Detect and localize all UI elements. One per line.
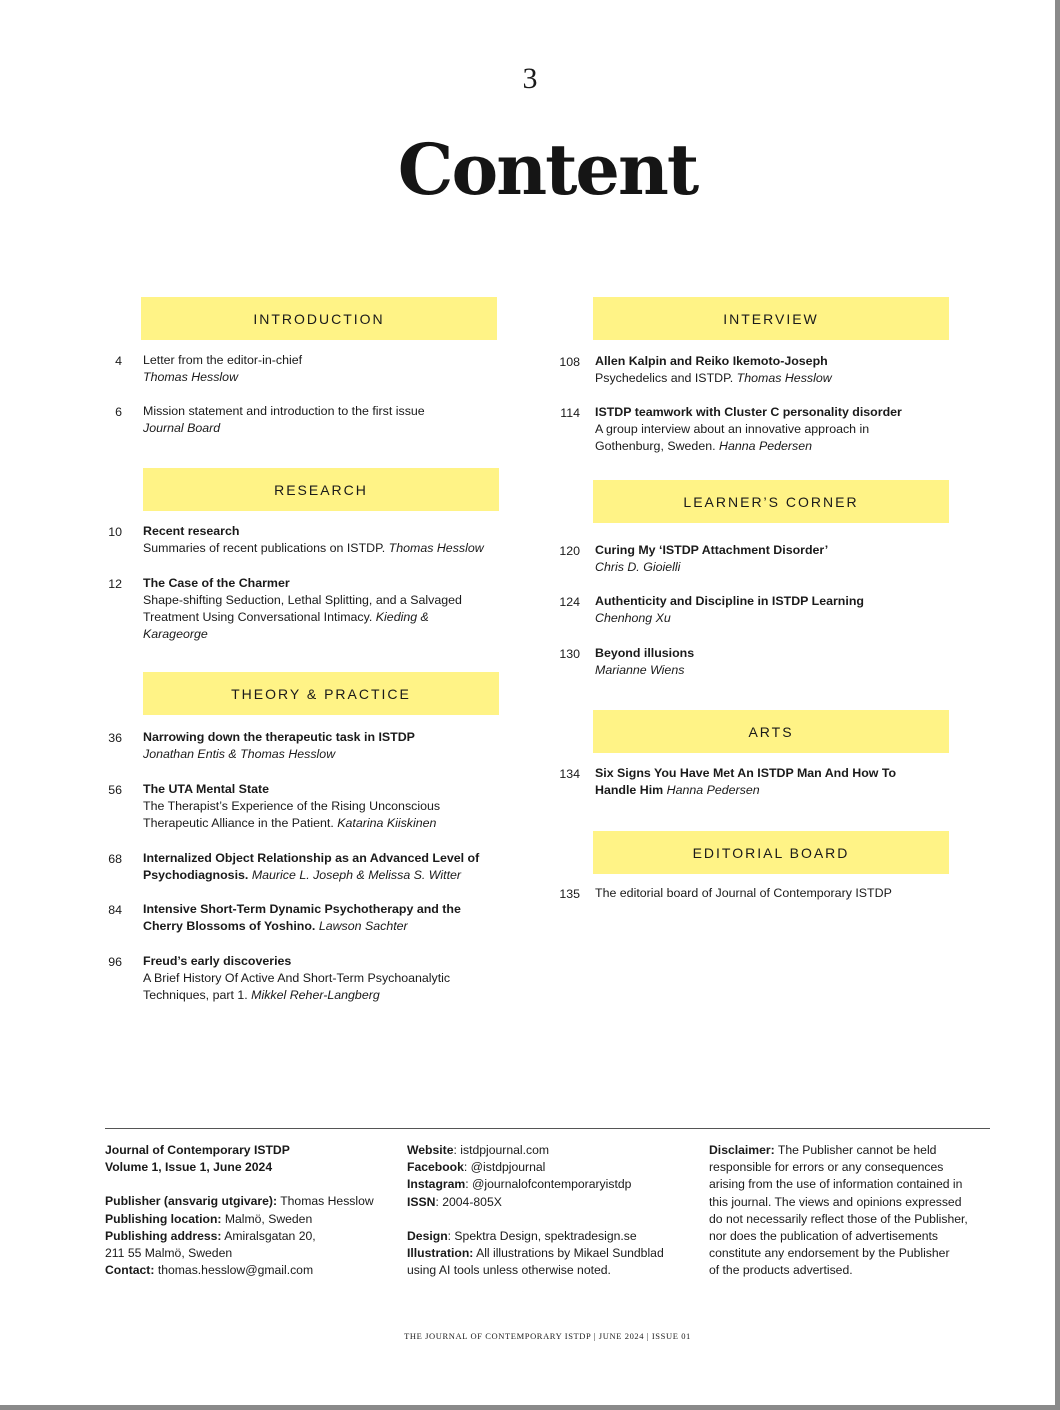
journal-name: Journal of Contemporary ISTDP	[105, 1143, 290, 1157]
entry-title: Handle Him	[595, 783, 664, 797]
entry-page-number: 108	[559, 355, 580, 369]
colophon-links: Website: istdpjournal.com Facebook: @istdpjournal Instagram: @journalofcontemporaryistdp ISSN: 2004-805X Design: Spektra Design, spektradesign.se Illustration: All illustrations by Mikael Sundblad using AI tools unless otherwise noted.	[407, 1142, 702, 1279]
entry-description: The Therapist’s Experience of the Rising Unconscious	[143, 799, 441, 813]
facebook-link[interactable]: : @istdpjournal	[463, 1160, 546, 1175]
entry-page-number: 134	[559, 767, 580, 781]
publisher-name: Thomas Hesslow	[280, 1194, 374, 1209]
entry-title: Recent research	[143, 524, 240, 538]
colophon-disclaimer: Disclaimer: The Publisher cannot be held responsible for errors or any consequences arising from the use of information contained in this journal. The views and opinions expressed do not necessarily reflect those of the Publisher, nor does the publication of advertisements constitute any endorsement by the Publisher of the products advertised.	[709, 1142, 999, 1280]
disclaimer-text: of the products advertised.	[709, 1263, 853, 1278]
entry-description: A Brief History Of Active And Short-Term Psychoanalytic	[143, 971, 451, 985]
entry-author: Chris D. Gioielli	[595, 560, 681, 574]
colophon-publisher: Journal of Contemporary ISTDP Volume 1, Issue 1, June 2024 Publisher (ansvarig utgivare): Thomas Hesslow Publishing location: Malmö, Sweden Publishing address: Amiralsgatan 20, 211 55 Malmö, Sweden Contact: thomas.hesslow@gmail.com	[105, 1142, 395, 1279]
entry-page-number: 4	[115, 354, 122, 368]
section-header-learners-corner: LEARNER’S CORNER	[593, 480, 949, 523]
publishing-address: 211 55 Malmö, Sweden	[105, 1246, 233, 1261]
disclaimer-text: constitute any endorsement by the Publisher	[709, 1246, 950, 1261]
entry-description: A group interview about an innovative approach in	[595, 422, 870, 436]
entry-page-number: 120	[559, 544, 580, 558]
publishing-address: Amiralsgatan 20,	[224, 1228, 316, 1243]
disclaimer-text: arising from the use of information contained in	[709, 1177, 963, 1192]
entry-author: Mikkel Reher-Langberg	[251, 988, 380, 1002]
entry-author: Chenhong Xu	[595, 611, 671, 625]
website-link[interactable]: : istdpjournal.com	[453, 1143, 550, 1157]
disclaimer-text: do not necessarily reflect those of the Publisher,	[709, 1211, 968, 1226]
entry-page-number: 114	[560, 406, 580, 420]
entry-page-number: 6	[115, 405, 122, 419]
entry-description: Gothenburg, Sweden.	[595, 439, 716, 453]
entry-author: Kieding &	[375, 610, 429, 624]
disclaimer-text: nor does the publication of advertisements	[709, 1229, 938, 1244]
contact-email[interactable]: thomas.hesslow@gmail.com	[157, 1263, 314, 1278]
entry-page-number: 36	[108, 731, 122, 745]
entry-author: Katarina Kiiskinen	[337, 816, 437, 830]
entry-title: Cherry Blossoms of Yoshino.	[143, 919, 316, 933]
entry-title: Narrowing down the therapeutic task in ISTDP	[143, 730, 415, 744]
entry-title: Intensive Short-Term Dynamic Psychotherapy and the	[143, 902, 461, 916]
entry-author: Journal Board	[143, 421, 221, 435]
entry-title: Allen Kalpin and Reiko Ikemoto-Joseph	[595, 354, 828, 368]
entry-title: Curing My ‘ISTDP Attachment Disorder’	[595, 543, 829, 557]
entry-author: Thomas Hesslow	[388, 541, 484, 555]
entry-author: Hanna Pedersen	[719, 439, 813, 453]
entry-description: Summaries of recent publications on ISTDP.	[143, 541, 386, 555]
section-header-arts: ARTS	[593, 710, 949, 753]
disclaimer-text: The Publisher cannot be held	[777, 1143, 937, 1157]
illustration-credit: using AI tools unless otherwise noted.	[407, 1263, 611, 1278]
entry-page-number: 68	[108, 852, 122, 866]
entry-author: Hanna Pedersen	[666, 783, 760, 797]
entry-title: ISTDP teamwork with Cluster C personality disorder	[595, 405, 902, 419]
section-header-introduction: INTRODUCTION	[141, 297, 497, 340]
entry-page-number: 12	[108, 577, 122, 591]
entry-page-number: 135	[559, 887, 580, 901]
design-credit: : Spektra Design, spektradesign.se	[447, 1228, 637, 1243]
entry-author: Jonathan Entis & Thomas Hesslow	[143, 747, 336, 761]
entry-title: The UTA Mental State	[143, 782, 269, 796]
entry-description: Techniques, part 1.	[143, 988, 248, 1002]
entry-title: Mission statement and introduction to the first issue	[143, 404, 425, 418]
entry-title: Six Signs You Have Met An ISTDP Man And How To	[595, 766, 897, 780]
entry-description: Treatment Using Conversational Intimacy.	[143, 610, 373, 624]
section-header-research: RESEARCH	[143, 468, 499, 511]
entry-title: Letter from the editor-in-chief	[143, 353, 303, 367]
running-footer: THE JOURNAL OF CONTEMPORARY ISTDP | JUNE 2024 | ISSUE 01	[404, 1331, 691, 1341]
illustration-credit: All illustrations by Mikael Sundblad	[476, 1246, 664, 1261]
section-header-theory-practice: THEORY & PRACTICE	[143, 672, 499, 715]
entry-author: Maurice L. Joseph & Melissa S. Witter	[251, 868, 462, 882]
entry-author: Thomas Hesslow	[736, 371, 832, 385]
entry-description: Therapeutic Alliance in the Patient.	[143, 816, 334, 830]
entry-description: Shape-shifting Seduction, Lethal Splitting, and a Salvaged	[143, 593, 462, 607]
page-number: 3	[522, 62, 538, 95]
entry-author: Karageorge	[143, 627, 208, 641]
section-header-interview: INTERVIEW	[593, 297, 949, 340]
volume-info: Volume 1, Issue 1, June 2024	[105, 1160, 273, 1175]
issn-value: : 2004-805X	[435, 1194, 502, 1209]
disclaimer-text: this journal. The views and opinions expressed	[709, 1194, 962, 1209]
divider	[105, 1128, 990, 1129]
entry-page-number: 130	[559, 647, 580, 661]
entry-page-number: 124	[559, 595, 580, 609]
disclaimer-text: responsible for errors or any consequences	[709, 1160, 944, 1175]
entry-author: Thomas Hesslow	[143, 370, 239, 384]
entry-title: Beyond illusions	[595, 646, 695, 660]
entry-page-number: 84	[108, 903, 122, 917]
entry-page-number: 10	[108, 525, 122, 539]
entry-page-number: 96	[108, 955, 122, 969]
entry-title: Psychodiagnosis.	[143, 868, 249, 882]
publishing-location: Malmö, Sweden	[224, 1211, 313, 1226]
entry-page-number: 56	[108, 783, 122, 797]
entry-description: The editorial board of Journal of Contemporary ISTDP	[595, 886, 892, 900]
entry-title: Freud’s early discoveries	[143, 954, 292, 968]
instagram-link[interactable]: : @journalofcontemporaryistdp	[465, 1177, 632, 1192]
entry-author: Marianne Wiens	[595, 663, 685, 677]
entry-title: Internalized Object Relationship as an Advanced Level of	[143, 851, 480, 865]
entry-title: The Case of the Charmer	[143, 576, 290, 590]
entry-title: Authenticity and Discipline in ISTDP Learning	[595, 594, 864, 608]
page-title: Content	[397, 128, 698, 211]
entry-author: Lawson Sachter	[318, 919, 408, 933]
section-header-editorial-board: EDITORIAL BOARD	[593, 831, 949, 874]
entry-description: Psychedelics and ISTDP.	[595, 371, 734, 385]
